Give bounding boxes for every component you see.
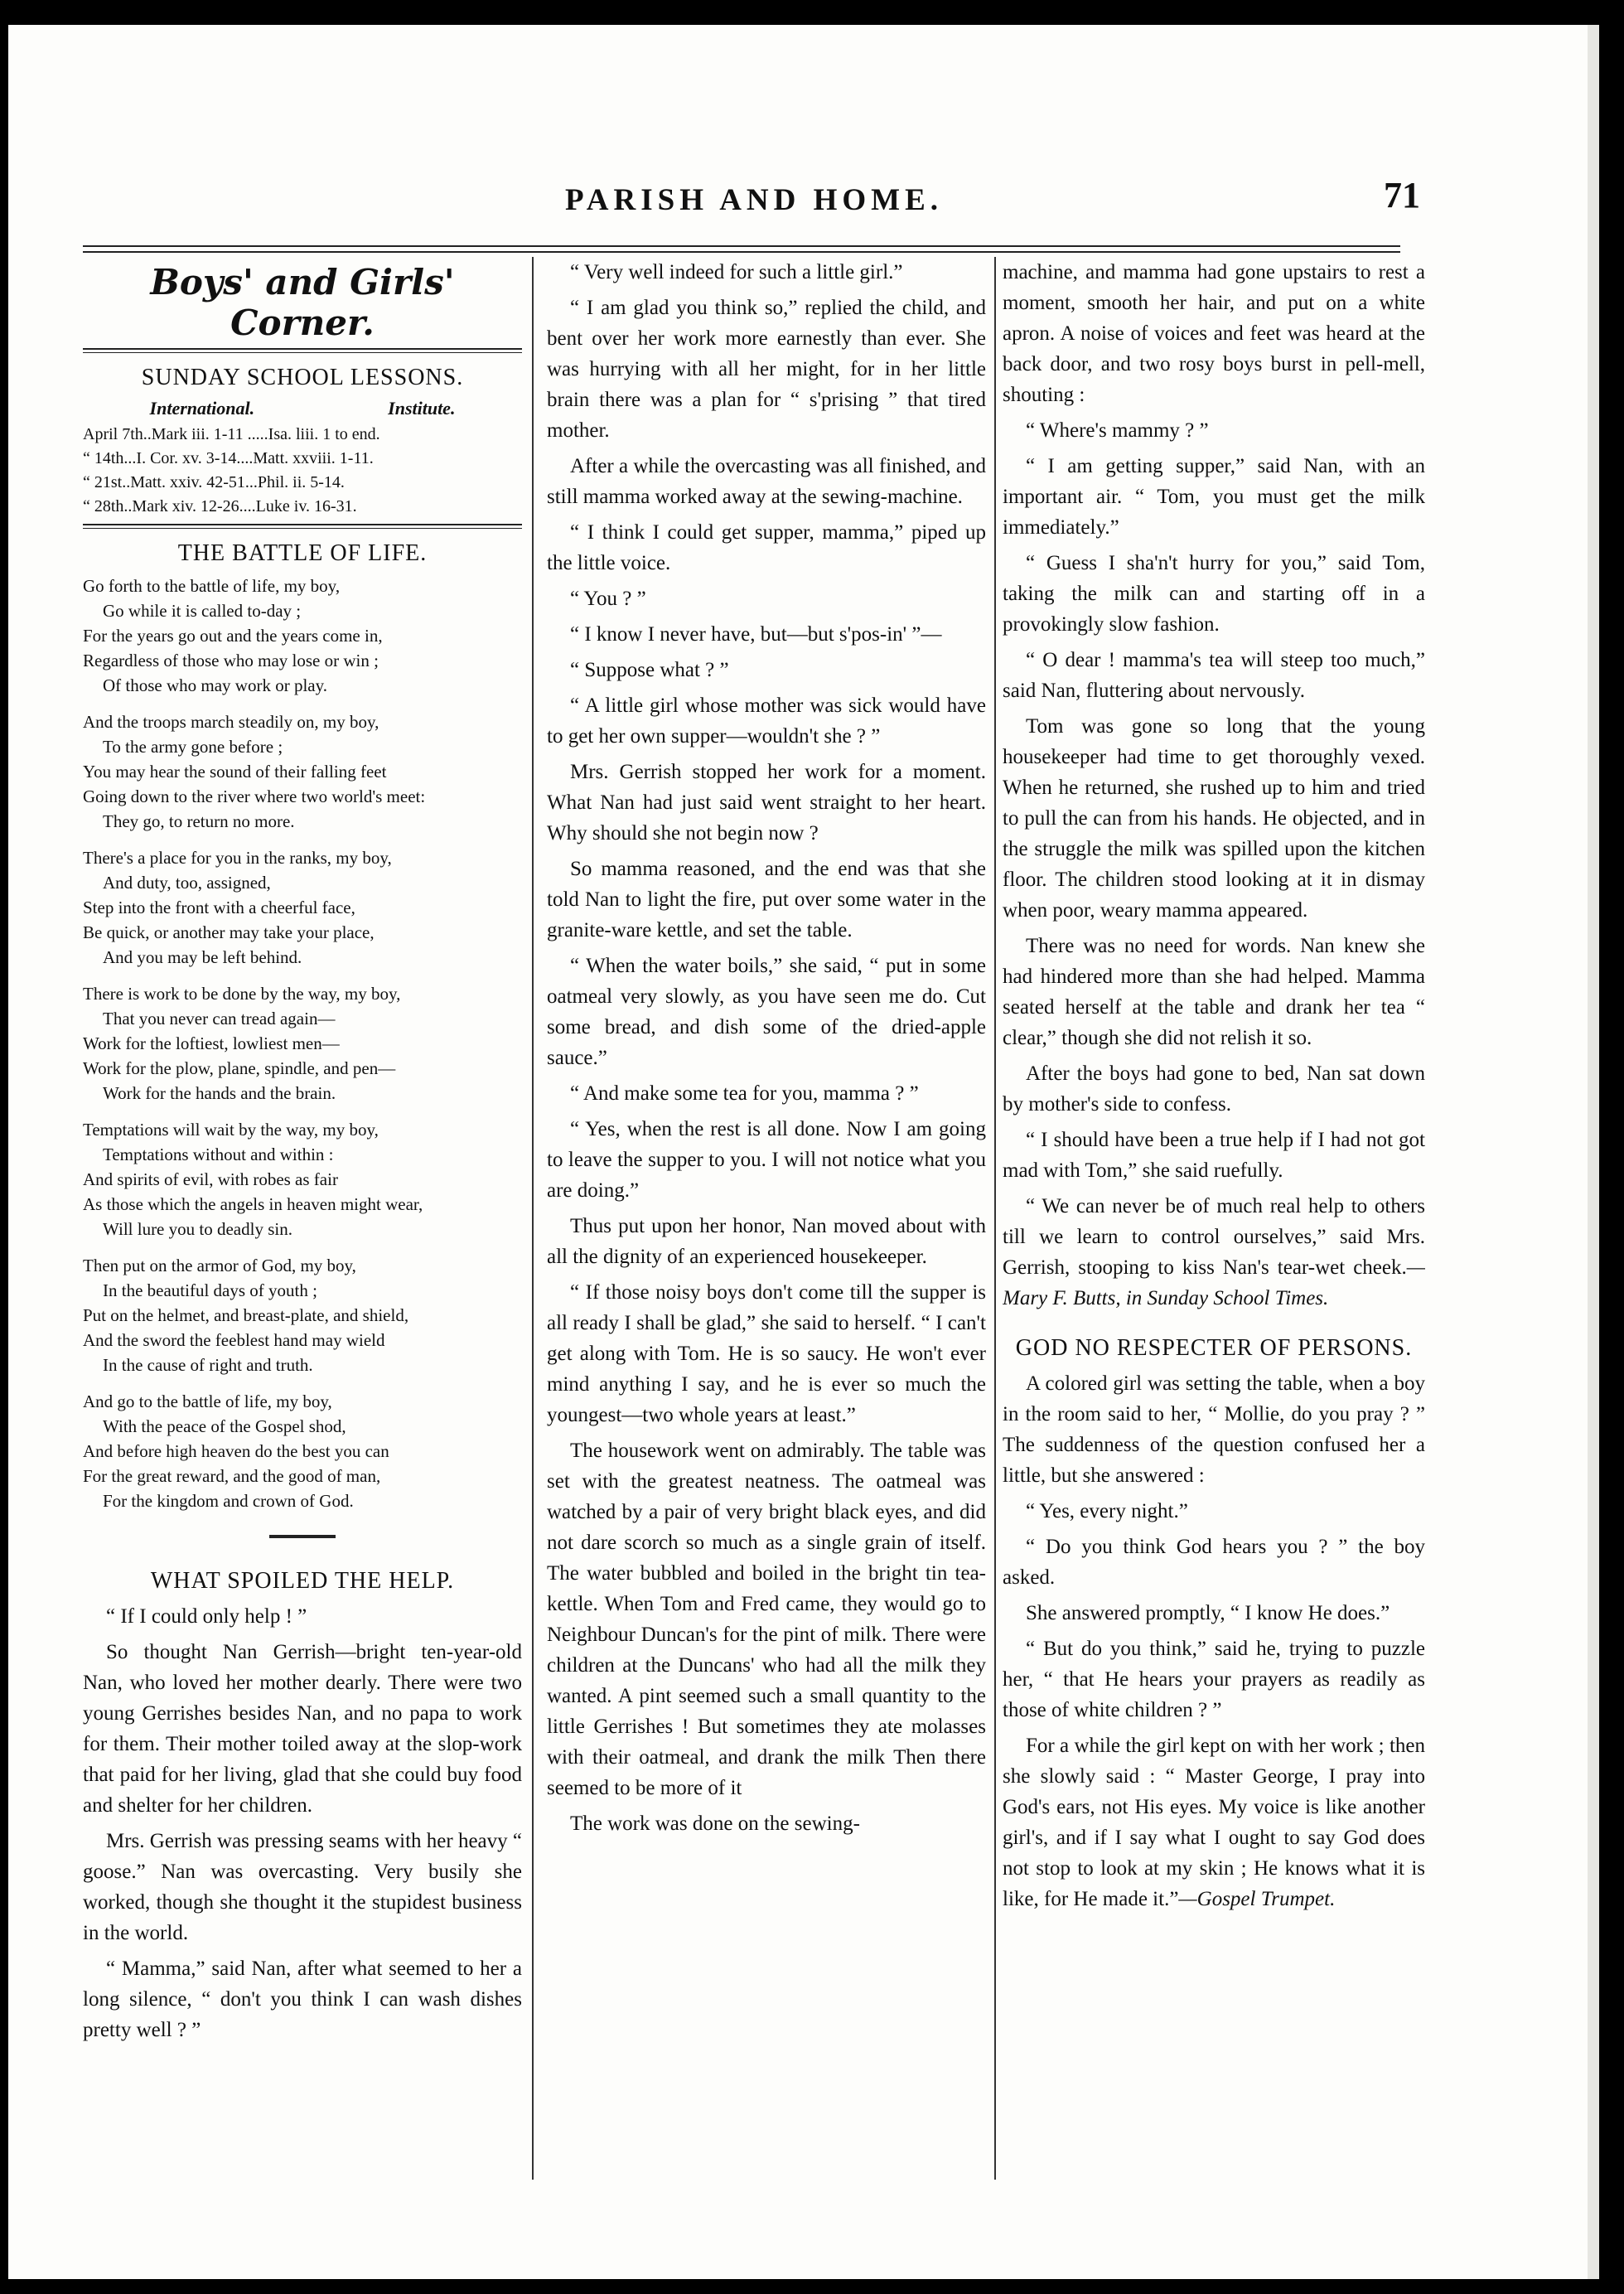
- paragraph: The housework went on admirably. The table was set with the greatest neatness. The oatmeal was watched by a pair of very bright black eyes, and did not dare scorch so much as a single grain of itself. The water bubbled and boiled in the bright tin tea-kettle. When Tom and Fred came, they would go to Neighbour Duncan's for the pint of milk. There were children at the Duncans' who had all the milk they wanted. A pint seemed such a small quantity to the little Gerrishes ! But sometimes they ate molasses with their oatmeal, and drank the milk Then there seemed to be more of it: [547, 1440, 986, 1799]
- paragraph: [1003, 1191, 1425, 1314]
- paragraph: “ Guess I sha'n't hurry for you,” said Tom, taking the milk can and starting off in a provokingly slow fashion.: [1003, 552, 1425, 636]
- paragraph: Mrs. Gerrish stopped her work for a moment. What Nan had just said went straight to her heart. Why should she not begin now ?: [547, 761, 986, 845]
- poem-line: For the kingdom and crown of God.: [103, 1491, 354, 1511]
- paragraph: After a while the overcasting was all finished, and still mamma worked away at the sewing-machine.: [547, 455, 986, 508]
- poem-title: THE BATTLE OF LIFE.: [177, 540, 428, 566]
- lessons-header-international: International.: [149, 398, 255, 419]
- poem-line: For the great reward, and the good of man,: [83, 1466, 381, 1486]
- page-edge-shadow: [1588, 25, 1599, 2279]
- paragraph: “ If those noisy boys don't come till the supper is all ready I shall be glad,” she said to herself. “ I can't get along with Tom. He is so saucy. He won't ever mind anything I say, and he is ever so much the youngest—two whole years at least.”: [547, 1281, 986, 1426]
- poem-line: They go, to return no more.: [103, 811, 295, 831]
- poem-stanza: [83, 981, 522, 1106]
- poem-line: Regardless of those who may lose or win ;: [83, 651, 379, 670]
- poem-line: Put on the helmet, and breast-plate, and shield,: [83, 1305, 409, 1325]
- attribution: —Gospel Trumpet.: [1178, 1888, 1336, 1910]
- paragraph: Mrs. Gerrish was pressing seams with her heavy “ goose.” Nan was overcasting. Very busily she worked, though she thought it the stupidest business in the world.: [83, 1830, 522, 1944]
- poem-line: In the beautiful days of youth ;: [103, 1280, 317, 1300]
- poem-line: That you never can tread again—: [103, 1009, 336, 1028]
- poem-line: Work for the hands and the brain.: [103, 1083, 336, 1103]
- lesson-row: April 7th..Mark iii. 1-11 .....Isa. liii. 1 to end.: [83, 425, 380, 443]
- poem-line: You may hear the sound of their falling feet: [83, 762, 387, 782]
- paragraph: “ I am getting supper,” said Nan, with an important air. “ Tom, you must get the milk immediately.”: [1003, 455, 1425, 539]
- paragraph: Tom was gone so long that the young housekeeper had time to get thoroughly vexed. When he returned, she rushed up to him and tried to pull the can from his hands. He objected, and in the struggle the milk was spilled upon the kitchen floor. The children stood looking at it in dismay when poor, weary mamma appeared.: [1003, 715, 1425, 922]
- section-rule: [83, 524, 522, 529]
- poem-line: Go forth to the battle of life, my boy,: [83, 576, 341, 596]
- poem-line: And before high heaven do the best you can: [83, 1441, 389, 1461]
- short-divider: [269, 1535, 336, 1538]
- paragraph-text: For a while the girl kept on with her work ; then she slowly said : “ Master George, I pray into God's ears, not His eyes. My voice is like another girl's, and if I say what I ought to say God does not stop to look at my skin ; He knows what it is like, for He made it.”: [1003, 1735, 1425, 1910]
- poem-line: For the years go out and the years come in,: [83, 626, 383, 646]
- poem-stanza: [83, 574, 522, 698]
- lessons-heading: SUNDAY SCHOOL LESSONS.: [141, 365, 464, 390]
- paragraph: machine, and mamma had gone upstairs to rest a moment, smooth her hair, and put on a white apron. A noise of voices and feet was heard at the back door, and two rosy boys burst in pell-mell, shouting :: [1003, 261, 1425, 406]
- paragraph: Thus put upon her honor, Nan moved about with all the dignity of an experienced housekeeper.: [547, 1215, 986, 1268]
- column-divider: [994, 257, 996, 2180]
- poem-line: And duty, too, assigned,: [103, 873, 271, 893]
- section2-title: GOD NO RESPECTER OF PERSONS.: [1015, 1335, 1413, 1361]
- paragraph: “ You ? ”: [570, 588, 646, 610]
- poem-stanza: [83, 1253, 522, 1377]
- paragraph: “ And make some tea for you, mamma ? ”: [570, 1082, 919, 1105]
- paragraph: [1003, 1730, 1425, 1914]
- poem-line: And the sword the feeblest hand may wield: [83, 1330, 385, 1350]
- paragraph: A colored girl was setting the table, when a boy in the room said to her, “ Mollie, do you pray ? ” The suddenness of the question confused her a little, but she answered :: [1003, 1372, 1425, 1487]
- poem-line: Of those who may work or play.: [103, 675, 328, 695]
- attribution: —Mary F. Butts, in Sunday School Times.: [1003, 1256, 1425, 1309]
- paragraph: So mamma reasoned, and the end was that she told Nan to light the fire, put over some water in the granite-ware kettle, and set the table.: [547, 858, 986, 941]
- paragraph: “ Do you think God hears you ? ” the boy asked.: [1003, 1536, 1425, 1589]
- paragraph: “ Suppose what ? ”: [570, 659, 729, 681]
- poem-line: There's a place for you in the ranks, my boy,: [83, 848, 392, 868]
- poem-line: Go while it is called to-day ;: [103, 601, 302, 621]
- paragraph-text: “ We can never be of much real help to others till we learn to control ourselves,” said Mrs. Gerrish, stooping to kiss Nan's tear-wet cheek.: [1003, 1195, 1425, 1279]
- poem-stanza: [83, 709, 522, 834]
- column-divider: [532, 257, 534, 2180]
- poem-line: Going down to the river where two world's meet:: [83, 786, 426, 806]
- lesson-row: “ 14th...I. Cor. xv. 3-14....Matt. xxviii. 1-11.: [83, 449, 374, 467]
- poem-line: Work for the plow, plane, spindle, and pen—: [83, 1058, 396, 1078]
- running-title: PARISH AND HOME.: [564, 183, 944, 217]
- paragraph: So thought Nan Gerrish—bright ten-year-old Nan, who loved her mother dearly. There were two young Gerrishes besides Nan, and no papa to work for them. Their mother toiled away at the slop-work that paid for her living, glad that she could buy food and shelter for her children.: [83, 1641, 522, 1817]
- poem-line: As those which the angels in heaven might wear,: [83, 1194, 423, 1214]
- column-middle: [547, 257, 986, 1844]
- poem-line: Temptations without and within :: [103, 1145, 334, 1164]
- page-number: 71: [1384, 175, 1420, 215]
- column-right: [1003, 257, 1425, 1919]
- paragraph: The work was done on the sewing-: [570, 1812, 860, 1835]
- paragraph: “ Mamma,” said Nan, after what seemed to her a long silence, “ don't you think I can wash dishes pretty well ? ”: [83, 1958, 522, 2041]
- paragraph: After the boys had gone to bed, Nan sat down by mother's side to confess.: [1003, 1062, 1425, 1116]
- lessons-header-institute: Institute.: [388, 398, 456, 419]
- paragraph: “ Yes, when the rest is all done. Now I am going to leave the supper to you. I will not notice what you are doing.”: [547, 1118, 986, 1202]
- poem-line: And go to the battle of life, my boy,: [83, 1391, 332, 1411]
- poem-line: Then put on the armor of God, my boy,: [83, 1256, 356, 1275]
- poem-line: Temptations will wait by the way, my boy,: [83, 1120, 379, 1140]
- poem-line: Be quick, or another may take your place,: [83, 922, 375, 942]
- poem-line: Will lure you to deadly sin.: [103, 1219, 292, 1239]
- poem-line: Step into the front with a cheerful face,: [83, 898, 355, 917]
- poem-line: And spirits of evil, with robes as fair: [83, 1169, 338, 1189]
- paragraph: “ O dear ! mamma's tea will steep too much,” said Nan, fluttering about nervously.: [1003, 649, 1425, 702]
- paragraph: “ I am glad you think so,” replied the child, and bent over her work more earnestly than ever. She was hurrying with all her might, for in her little brain there was a plan for “ s'prising ” that tired mother.: [547, 297, 986, 442]
- poem-line: With the peace of the Gospel shod,: [103, 1416, 346, 1436]
- column-left: [83, 257, 522, 2050]
- scanned-page: [8, 25, 1599, 2279]
- paragraph: “ If I could only help ! ”: [106, 1605, 307, 1628]
- paragraph: “ I think I could get supper, mamma,” piped up the little voice.: [547, 521, 986, 574]
- paragraph: “ When the water boils,” she said, “ put in some oatmeal very slowly, as you have seen me do. Cut some bread, and dish some of the dried-apple sauce.”: [547, 955, 986, 1069]
- lesson-row: “ 28th..Mark xiv. 12-26....Luke iv. 16-31.: [83, 497, 357, 515]
- poem-line: And you may be left behind.: [103, 947, 302, 967]
- paragraph: “ Yes, every night.”: [1026, 1500, 1188, 1522]
- paragraph: “ I know I never have, but—but s'pos-in' ”—: [570, 623, 942, 646]
- poem-stanza: [83, 845, 522, 970]
- poem-stanza: [83, 1117, 522, 1241]
- paragraph: “ But do you think,” said he, trying to puzzle her, “ that He hears your prayers as readily as those of white children ? ”: [1003, 1638, 1425, 1721]
- paragraph: “ Very well indeed for such a little girl.”: [570, 261, 903, 283]
- page-header: [8, 167, 1599, 234]
- lesson-row: “ 21st..Matt. xxiv. 42-51...Phil. ii. 5-14.: [83, 473, 345, 491]
- paragraph: “ A little girl whose mother was sick would have to get her own supper—wouldn't she ? ”: [547, 694, 986, 748]
- poem-line: And the troops march steadily on, my boy,: [83, 712, 379, 732]
- poem-line: Work for the loftiest, lowliest men—: [83, 1033, 340, 1053]
- lessons-column-headers: [83, 398, 522, 419]
- section-rule: [83, 348, 522, 353]
- header-rule: [83, 245, 1400, 253]
- poem-stanza: [83, 1389, 522, 1513]
- poem-line: In the cause of right and truth.: [103, 1355, 313, 1375]
- paragraph: There was no need for words. Nan knew she had hindered more than she had helped. Mamma seated herself at the table and drank her tea “ clear,” though she did not relish it so.: [1003, 935, 1425, 1049]
- story-title: WHAT SPOILED THE HELP.: [150, 1568, 455, 1594]
- poem-line: To the army gone before ;: [103, 737, 283, 757]
- corner-title: Boys' and Girls' Corner.: [150, 262, 455, 343]
- paragraph: “ Where's mammy ? ”: [1026, 419, 1209, 442]
- poem-line: There is work to be done by the way, my boy,: [83, 984, 401, 1004]
- poem-body: [83, 574, 522, 1513]
- paragraph: She answered promptly, “ I know He does.”: [1026, 1602, 1390, 1624]
- paragraph: “ I should have been a true help if I had not got mad with Tom,” she said ruefully.: [1003, 1129, 1425, 1182]
